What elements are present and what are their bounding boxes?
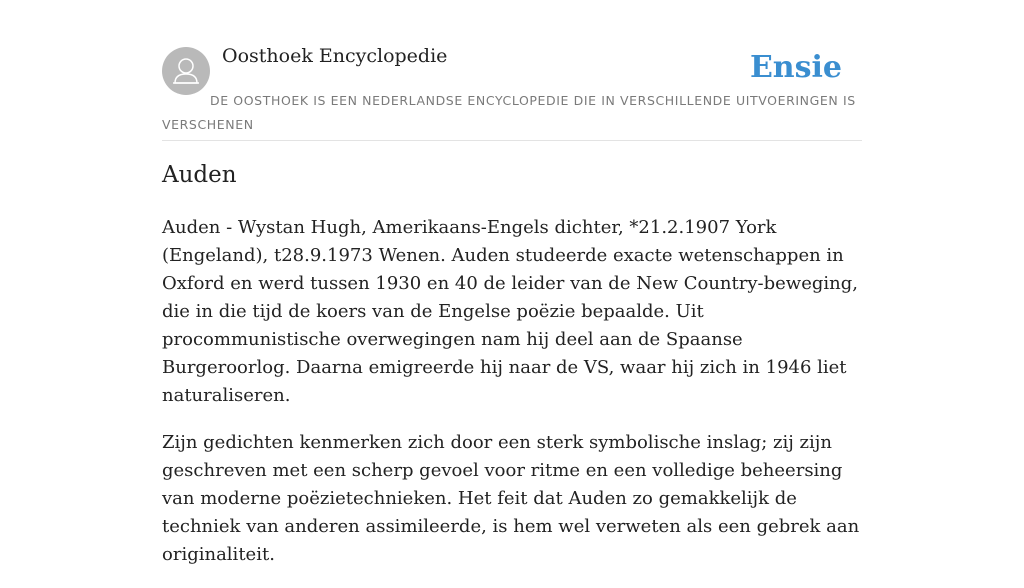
user-icon bbox=[162, 47, 210, 95]
avatar[interactable] bbox=[162, 47, 210, 95]
header bbox=[162, 0, 862, 141]
article-body bbox=[162, 214, 864, 588]
brand-logo[interactable]: Ensie bbox=[749, 50, 842, 85]
article-paragraph: Zijn gedichten kenmerken zich door een sterk symbolische inslag; zij zijn geschreven met een scherp gevoel voor ritme en een volledige beheersing van moderne poëzietechnieken. Het feit dat Auden zo gemakkelijk de techniek van anderen assimileerde, is hem wel verweten als een gebrek aan originaliteit. bbox=[162, 432, 860, 565]
page bbox=[162, 0, 862, 565]
article-paragraph: Auden - Wystan Hugh, Amerikaans-Engels dichter, *21.2.1907 York (Engeland), t28.9.1973 Wenen. Auden studeerde exacte wetenschappen in Oxford en werd tussen 1930 en 40 de leider van de New Country-beweging, die in die tijd de koers van de Engelse poëzie bepaalde. Uit procommunistische overwegingen nam hij deel aan de Spaanse Burgeroorlog. Daarna emigreerde hij naar de VS, waar hij zich in 1946 liet naturaliseren. bbox=[162, 217, 858, 406]
site-name[interactable]: Oosthoek Encyclopedie bbox=[222, 45, 448, 67]
article-title: Auden bbox=[162, 162, 237, 188]
site-tagline: DE OOSTHOEK IS EEN NEDERLANDSE ENCYCLOPEDIE DIE IN VERSCHILLENDE UITVOERINGEN IS VERSCHENEN bbox=[162, 93, 856, 132]
